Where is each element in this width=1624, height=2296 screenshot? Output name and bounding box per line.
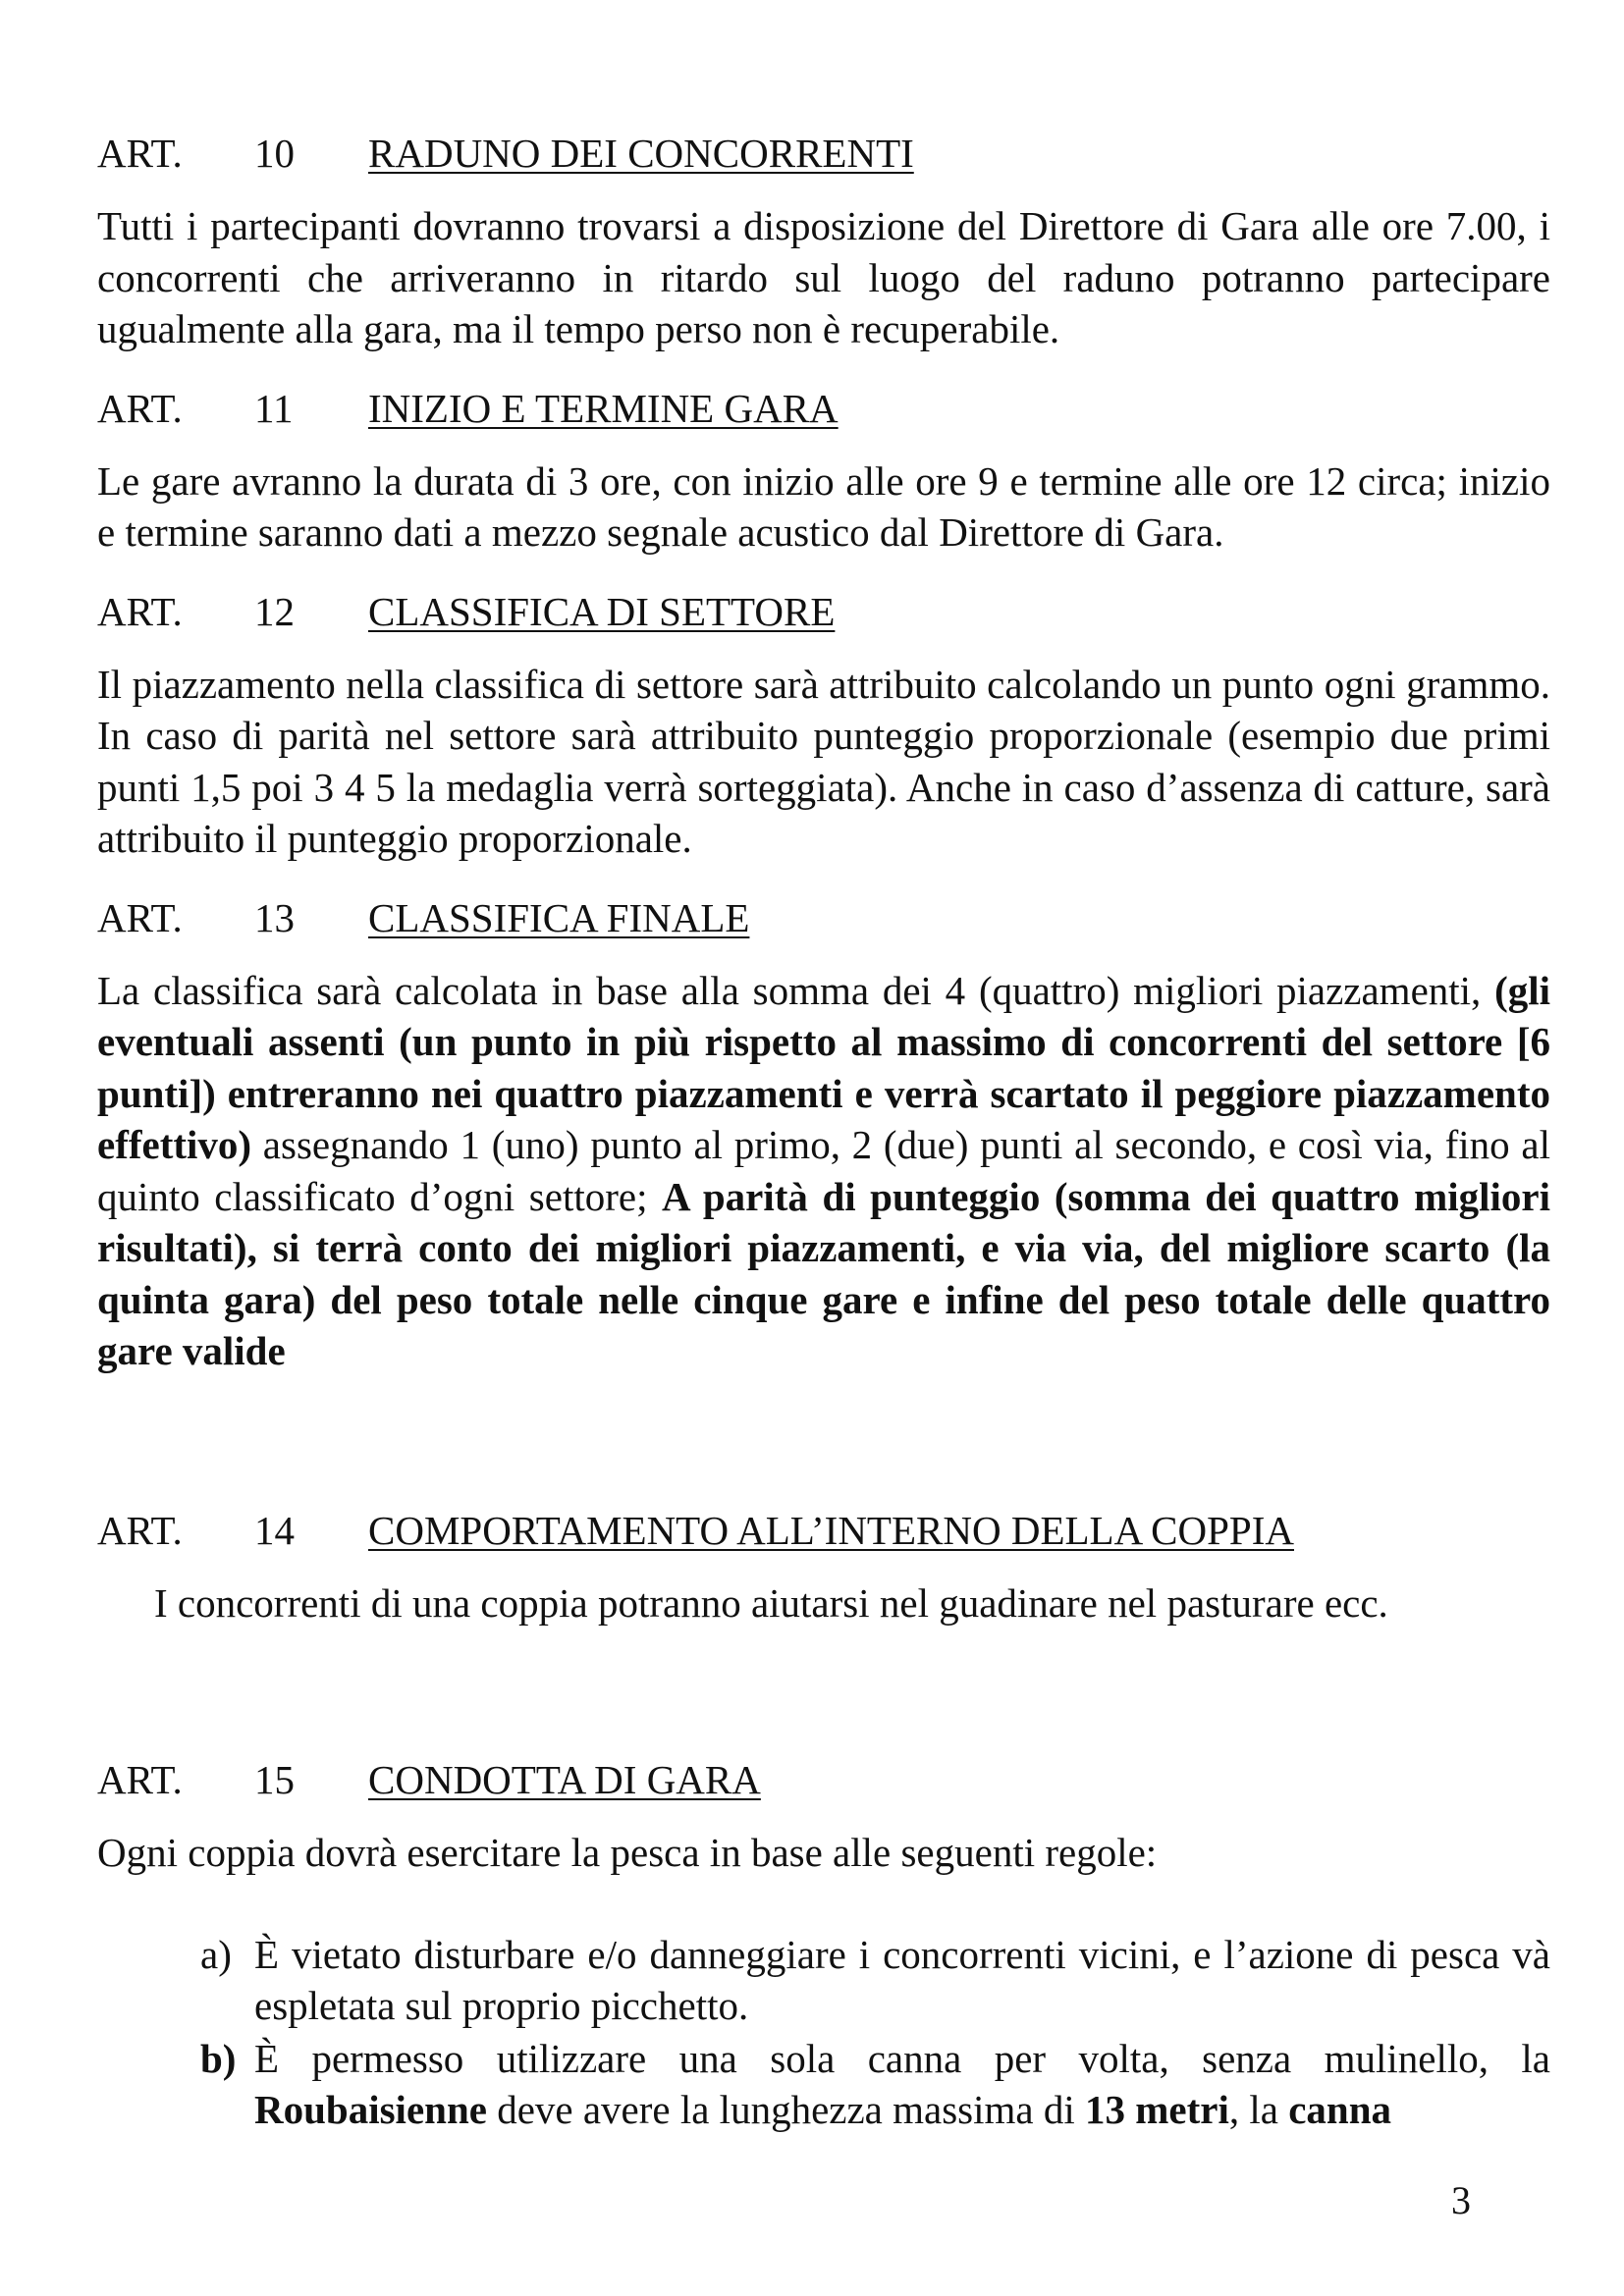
article-heading: [97, 1505, 1550, 1556]
article-number: 14: [254, 1507, 295, 1553]
article-label: ART.: [97, 1756, 183, 1802]
article-text: I concorrenti di una coppia potranno aiutarsi nel guadinare nel pasturare ecc.: [154, 1579, 1388, 1626]
list-item: [200, 2033, 1550, 2135]
page-number: 3: [1451, 2178, 1471, 2222]
article-text-segment: La classifica sarà calcolata in base alla somma dei 4 (quattro) migliori piazzamenti,: [97, 967, 1495, 1013]
list-text-segment: , la: [1228, 2087, 1289, 2132]
article-number: 12: [254, 588, 295, 634]
document-page: [97, 128, 1550, 2137]
list-bold-segment: canna: [1288, 2087, 1391, 2132]
article-number: 10: [254, 131, 295, 176]
article-bold-segment: A parità di punteggio (somma dei quattro migliori risultati), si terrà conto dei migliori piazzamenti, e via via, del migliore scarto (la quinta gara) del peso totale nelle cinque gare e infine del peso totale delle quattro gare valide: [97, 1173, 1550, 1373]
article-text: Le gare avranno la durata di 3 ore, con inizio alle ore 9 e termine alle ore 12 circa; inizio e termine saranno dati a mezzo segnale acustico dal Direttore di Gara.: [97, 457, 1550, 555]
list-marker: b): [200, 2036, 237, 2081]
list-item: [200, 1929, 1550, 2031]
article-text: Ogni coppia dovrà esercitare la pesca in base alle seguenti regole:: [97, 1829, 1158, 1875]
article-title: INIZIO E TERMINE GARA: [368, 385, 839, 431]
article-number: 13: [254, 894, 295, 940]
article-title: CLASSIFICA FINALE: [368, 894, 750, 940]
article-text-segment: assegnando 1 (uno) punto al primo, 2 (due) punti al secondo, e così via, fino al quinto classificato d’ogni settore;: [97, 1122, 1550, 1219]
article-label: ART.: [97, 131, 183, 176]
article-label: ART.: [97, 894, 183, 940]
list-item-text: [254, 2033, 1550, 2135]
article-heading: [97, 892, 1550, 943]
article-title: CONDOTTA DI GARA: [368, 1756, 761, 1802]
article-bold-segment: (gli eventuali assenti (un punto in più rispetto al massimo di concorrenti del settore [6 punti]) entreranno nei quattro piazzamenti e verrà scartato il peggiore piazzamento effettivo): [97, 967, 1550, 1167]
list-bold-segment: 13 metri: [1085, 2087, 1229, 2132]
article-title: CLASSIFICA DI SETTORE: [368, 588, 836, 634]
article-number: 15: [254, 1756, 295, 1802]
article-heading: [97, 383, 1550, 434]
list-text-segment: È permesso utilizzare una sola canna per volta, senza mulinello, la: [254, 2036, 1550, 2081]
article-heading: [97, 128, 1550, 179]
article-text: [97, 965, 1550, 1377]
article-heading: [97, 586, 1550, 637]
article-number: 11: [254, 385, 294, 431]
article-label: ART.: [97, 385, 183, 431]
article-title: COMPORTAMENTO ALL’INTERNO DELLA COPPIA: [368, 1507, 1294, 1553]
article-label: ART.: [97, 1507, 183, 1553]
article-heading: [97, 1754, 1550, 1805]
article-text: Il piazzamento nella classifica di settore sarà attribuito calcolando un punto ogni grammo. In caso di parità nel settore sarà attribuito punteggio proporzionale (esempio due primi punti 1,5 poi 3 4 5 la medaglia verrà sorteggiata). Anche in caso d’assenza di catture, sarà attribuito il punteggio proporzionale.: [97, 661, 1550, 861]
article-text: Tutti i partecipanti dovranno trovarsi a disposizione del Direttore di Gara alle ore 7.00, i concorrenti che arriveranno in ritardo sul luogo del raduno potranno partecipare ugualmente alla gara, ma il tempo perso non è recuperabile.: [97, 203, 1550, 351]
article-title: RADUNO DEI CONCORRENTI: [368, 131, 914, 176]
list-marker: a): [200, 1932, 232, 1977]
list-bold-segment: Roubaisienne: [254, 2087, 487, 2132]
article-label: ART.: [97, 588, 183, 634]
list-item-text: È vietato disturbare e/o danneggiare i concorrenti vicini, e l’azione di pesca và espletata sul proprio picchetto.: [254, 1932, 1550, 2028]
list-text-segment: deve avere la lunghezza massima di: [486, 2087, 1085, 2132]
rules-list: [97, 1929, 1550, 2135]
